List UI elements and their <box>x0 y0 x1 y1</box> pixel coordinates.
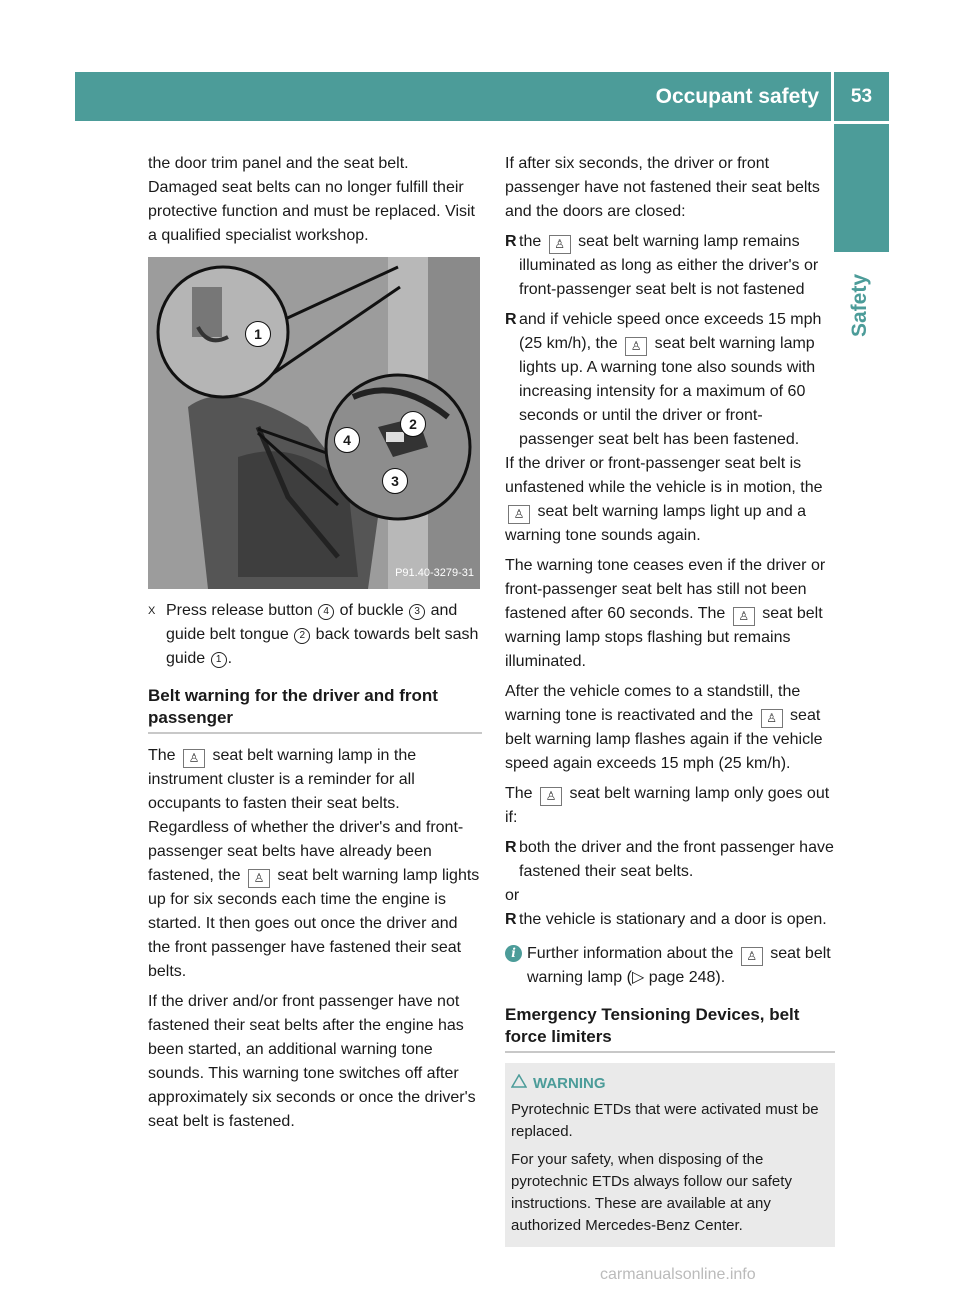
seat-belt-figure <box>148 257 480 589</box>
seatbelt-warning-icon: ♙ <box>183 749 205 768</box>
callout-1: 1 <box>245 321 271 347</box>
six-seconds-paragraph: If after six seconds, the driver or front passenger have not fastened their seat belts and the doors are closed: <box>505 155 820 220</box>
side-tab-block <box>834 124 889 252</box>
left-column <box>148 152 482 1134</box>
warning-paragraph-2: For your safety, when disposing of the pyrotechnic ETDs always follow our safety instructions. These are available at any authorized Mercedes-Benz Center. <box>511 1151 792 1234</box>
belt-warning-heading: Belt warning for the driver and front passenger <box>148 685 482 734</box>
warning-tone-paragraph: If the driver and/or front passenger have not fastened their seat belts after the engine has been started, an additional warning tone sounds. This warning tone switches off after approximately six seconds or once the driver's seat belt is fastened. <box>148 993 476 1130</box>
seatbelt-warning-icon: ♙ <box>625 337 647 356</box>
page-number: 53 <box>834 72 889 121</box>
warning-box <box>505 1063 835 1247</box>
warning-triangle-icon <box>511 1073 527 1095</box>
header-bar <box>75 72 831 121</box>
seat-belt-illustration <box>148 257 480 589</box>
belt-warning-paragraph: The ♙ seat belt warning lamp in the instrument cluster is a reminder for all occupants to fasten their seat belts. Regardless of whether the driver's and front-passenger seat belts have already been fastened, the ♙ seat belt warning lamp lights up for six seconds each time the engine is started. It then goes out once the driver and the front passenger have fastened their seat belts. <box>148 747 480 980</box>
info-icon: i <box>505 945 522 962</box>
step-arrow-icon: X <box>148 605 156 617</box>
callout-ref-1: 1 <box>211 652 227 668</box>
etd-heading: Emergency Tensioning Devices, belt force limiters <box>505 1004 835 1053</box>
right-column <box>505 152 835 1247</box>
tone-ceases-paragraph: The warning tone ceases even if the driver or front-passenger seat belt has still not been fastened after 60 seconds. The ♙ seat belt warning lamp stops flashing but remains illuminated. <box>505 557 826 670</box>
callout-3: 3 <box>382 468 408 494</box>
seatbelt-warning-icon: ♙ <box>549 235 571 254</box>
seatbelt-warning-icon: ♙ <box>741 947 763 966</box>
figure-code: P91.40-3279-31 <box>395 567 474 579</box>
intro-paragraph: the door trim panel and the seat belt. Damaged seat belts can no longer fulfill their protective function and must be replaced. Visit a qualified specialist workshop. <box>148 155 475 244</box>
seatbelt-warning-icon: ♙ <box>733 607 755 626</box>
page-ref-arrow-icon: ▷ <box>631 969 645 986</box>
seatbelt-warning-icon: ♙ <box>248 869 270 888</box>
callout-ref-4: 4 <box>318 604 334 620</box>
side-tab-label: Safety <box>848 273 871 337</box>
list-item: R the ♙ seat belt warning lamp remains illuminated as long as either the driver's or front-passenger seat belt is not fastened <box>505 233 819 298</box>
warning-paragraph-1: Pyrotechnic ETDs that were activated must be replaced. <box>511 1101 819 1140</box>
callout-ref-3: 3 <box>409 604 425 620</box>
list-item: R and if vehicle speed once exceeds 15 mph (25 km/h), the ♙ seat belt warning lamp lights up. A warning tone also sounds with increasing intensity for a maximum of 60 seconds or until the driver or front-passenger seat belt has been fastened. <box>505 311 822 448</box>
section-title: Occupant safety <box>655 85 819 108</box>
watermark: carmanualsonline.info <box>600 1266 756 1283</box>
unfastened-paragraph: If the driver or front-passenger seat belt is unfastened while the vehicle is in motion, the ♙ seat belt warning lamps light up and a warning tone sounds again. <box>505 455 823 544</box>
or-text: or <box>505 887 520 904</box>
info-note: i Further information about the ♙ seat belt warning lamp (▷ page 248). <box>505 942 835 990</box>
seatbelt-warning-icon: ♙ <box>761 709 783 728</box>
callout-2: 2 <box>400 411 426 437</box>
side-tab <box>834 252 889 348</box>
warning-title: WARNING <box>511 1073 829 1095</box>
callout-4: 4 <box>334 427 360 453</box>
list-item: R both the driver and the front passenger have fastened their seat belts. <box>505 839 834 880</box>
standstill-paragraph: After the vehicle comes to a standstill, the warning tone is reactivated and the ♙ seat belt warning lamp flashes again if the vehicle speed again exceeds 15 mph (25 km/h). <box>505 683 823 772</box>
callout-ref-2: 2 <box>294 628 310 644</box>
instruction-step: X Press release button 4 of buckle 3 and guide belt tongue 2 back towards belt sash guide 1 . <box>148 599 482 671</box>
seatbelt-warning-icon: ♙ <box>540 787 562 806</box>
list-item: R the vehicle is stationary and a door is open. <box>505 911 827 928</box>
goes-out-paragraph: The ♙ seat belt warning lamp only goes out if: <box>505 785 830 826</box>
seatbelt-warning-icon: ♙ <box>508 505 530 524</box>
